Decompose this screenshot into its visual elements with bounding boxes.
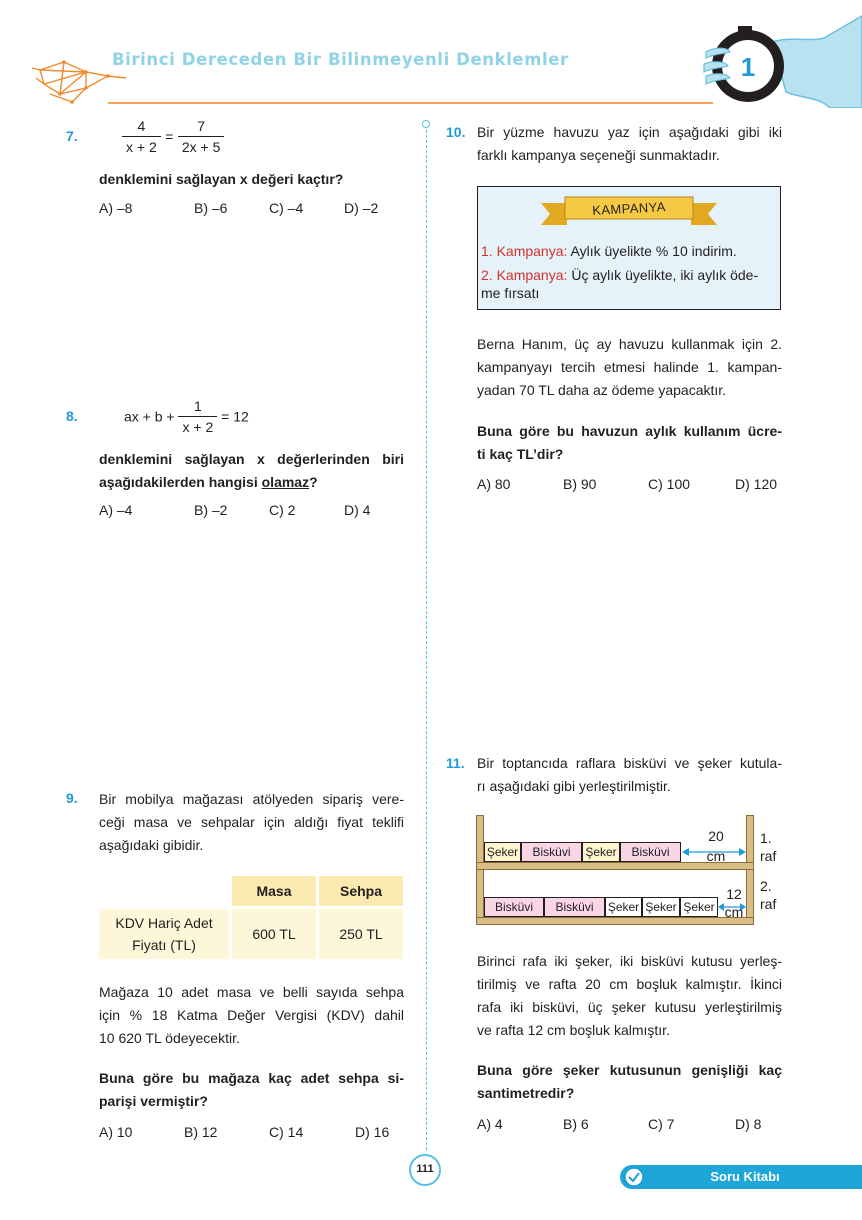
q11-choice-c[interactable]: C) 7	[648, 1116, 675, 1132]
q9-intro-line-2: ceği masa ve sehpalar için aldığı fiyat teklifi	[99, 814, 404, 830]
shelf-1-label-text: raf	[760, 848, 777, 864]
q10-intro-line-2: farklı kampanya seçeneği sunmaktadır.	[477, 147, 720, 163]
shelf-1-label	[760, 829, 776, 865]
q7-right-numerator: 7	[178, 118, 225, 137]
price-table-corner	[99, 876, 229, 906]
price-row-label-line-1: KDV Hariç Adet	[115, 915, 213, 931]
column-divider	[426, 130, 427, 1150]
q9-question-line-2: parişi vermiştir?	[99, 1093, 208, 1109]
campaign-1	[481, 243, 737, 259]
q11-question-line-2: santimetredir?	[477, 1085, 575, 1101]
campaign-2-label: 2. Kampanya:	[481, 267, 568, 283]
campaign-banner-label: KAMPANYA	[591, 199, 667, 218]
shelf-left-post	[476, 815, 484, 925]
price-row-label-line-2: Fiyatı (TL)	[132, 937, 196, 953]
q9-choice-a[interactable]: A) 10	[99, 1124, 133, 1140]
campaign-2	[481, 266, 779, 302]
shelf-1-gap-unit: cm	[706, 848, 726, 864]
q9-body-line-1: Mağaza 10 adet masa ve belli sayıda sehpa	[99, 984, 404, 1000]
campaign-2-text-line-2: me fırsatı	[481, 285, 540, 301]
q7-right-denominator: 2x + 5	[181, 139, 221, 155]
shelf-1-box-seker: Şeker	[484, 842, 521, 862]
price-sehpa-value: 250 TL	[319, 909, 403, 959]
q9-choice-c[interactable]: C) 14	[269, 1124, 304, 1140]
q7-choice-d[interactable]: D) –2	[344, 200, 379, 216]
q8-choice-a[interactable]: A) –4	[99, 502, 133, 518]
question-10-question	[477, 420, 782, 466]
q9-question-line-1: Buna göre bu mağaza kaç adet sehpa si-	[99, 1070, 404, 1086]
question-11-question	[477, 1059, 782, 1105]
book-label: Soru Kitabı	[710, 1169, 780, 1184]
shelf-2-label-number: 2.	[760, 878, 772, 894]
check-circle-icon	[624, 1167, 644, 1187]
campaign-2-text-line-1: Üç aylık üyelikte, iki aylık öde-	[571, 267, 759, 283]
q11-choice-a[interactable]: A) 4	[477, 1116, 503, 1132]
question-10-body	[477, 333, 782, 402]
divider-top-dot	[422, 120, 430, 128]
q10-body-line-2: kampanyayı tercih etmesi halinde 1. kampan-	[477, 359, 782, 375]
q9-intro-line-3: aşağıdaki gibidir.	[99, 837, 204, 853]
q9-choice-b[interactable]: B) 12	[184, 1124, 218, 1140]
q8-text-post: ?	[309, 474, 318, 490]
q8-eq-prefix: ax + b +	[124, 408, 175, 425]
question-9-number: 9.	[66, 790, 78, 806]
question-10-choices	[0, 476, 862, 500]
q11-body-line-2: tirilmiş ve rafta 20 cm boşluk kalmıştır. İkinci	[477, 976, 782, 992]
campaign-1-text: Aylık üyelikte % 10 indirim.	[570, 243, 737, 259]
q10-intro-line-1: Bir yüzme havuzu yaz için aşağıdaki gibi iki	[477, 124, 782, 140]
page-number: 111	[416, 1163, 434, 1175]
question-10-intro	[477, 121, 782, 167]
shelf-2-label	[760, 877, 776, 913]
question-9-intro	[99, 788, 404, 857]
q9-intro-line-1: Bir mobilya mağazası atölyeden sipariş vere-	[99, 791, 404, 807]
q10-choice-c[interactable]: C) 100	[648, 476, 691, 492]
price-table-header-sehpa: Sehpa	[319, 876, 403, 906]
q7-choice-c[interactable]: C) –4	[269, 200, 304, 216]
q9-body-line-2: için % 18 Katma Değer Vergisi (KDV) dahil	[99, 1007, 404, 1023]
q11-intro-line-1: Bir toptancıda raflara bisküvi ve şeker kutula-	[477, 755, 782, 771]
shelf-2-box-seker: Şeker	[605, 897, 642, 917]
q8-text-line-1: denklemini sağlayan x değerlerinden biri	[99, 451, 404, 467]
question-7-text: denklemini sağlayan x değeri kaçtır?	[99, 171, 344, 187]
q11-body-line-1: Birinci rafa iki şeker, iki bisküvi kutusu yerleş-	[477, 953, 782, 969]
q11-intro-line-2: rı aşağıdaki gibi yerleştirilmiştir.	[477, 778, 671, 794]
shelf-1-box-biskuvi: Bisküvi	[620, 842, 681, 862]
shelf-1-label-number: 1.	[760, 830, 772, 846]
question-7-number: 7.	[66, 128, 78, 144]
shelf-2-box-biskuvi: Bisküvi	[484, 897, 544, 917]
question-11-number: 11.	[446, 755, 465, 771]
q9-choice-d[interactable]: D) 16	[355, 1124, 390, 1140]
q8-choice-d[interactable]: D) 4	[344, 502, 371, 518]
shelf-2-label-text: raf	[760, 896, 777, 912]
shelf-2-box-seker: Şeker	[680, 897, 718, 917]
q10-question-line-2: ti kaç TL’dir?	[477, 446, 564, 462]
question-9-question	[99, 1067, 404, 1113]
question-11-body	[477, 950, 782, 1042]
price-masa-value: 600 TL	[232, 909, 316, 959]
q10-body-line-3: yadan 70 TL daha az ödeme yapacaktır.	[477, 382, 727, 398]
shelf-1-box-biskuvi: Bisküvi	[521, 842, 582, 862]
campaign-1-label: 1. Kampanya:	[481, 243, 568, 259]
q11-choice-b[interactable]: B) 6	[563, 1116, 589, 1132]
question-7-equation	[122, 118, 224, 155]
q10-choice-b[interactable]: B) 90	[563, 476, 597, 492]
q8-numerator: 1	[178, 398, 217, 417]
question-8-number: 8.	[66, 408, 78, 424]
q8-text-pre: aşağıdakilerden hangisi	[99, 474, 262, 490]
shelf-2-gap-value: 12	[726, 886, 742, 902]
q7-left-numerator: 4	[122, 118, 161, 137]
question-11-choices	[0, 1116, 862, 1140]
q8-text-emphasis: olamaz	[261, 474, 310, 490]
shelf-1-gap-value: 20	[708, 828, 724, 844]
q9-body-line-3: 10 620 TL ödeyecektir.	[99, 1030, 240, 1046]
shelf-2-board	[476, 917, 754, 925]
question-10-number: 10.	[446, 124, 466, 140]
shelf-1-box-seker: Şeker	[582, 842, 620, 862]
question-11-intro	[477, 752, 782, 798]
q8-choice-b[interactable]: B) –2	[194, 502, 228, 518]
q10-body-line-1: Berna Hanım, üç ay havuzu kullanmak için 2.	[477, 336, 782, 352]
q11-body-line-4: ve rafta 12 cm boşluk kalmıştır.	[477, 1022, 670, 1038]
question-7-choices	[0, 200, 420, 224]
q8-denominator: x + 2	[182, 419, 214, 435]
price-table-header-masa: Masa	[232, 876, 316, 906]
shelf-2-box-biskuvi: Bisküvi	[544, 897, 605, 917]
section-number: 1	[740, 52, 756, 82]
q8-eq-suffix: = 12	[221, 408, 249, 425]
price-table	[96, 873, 406, 962]
q10-choice-a[interactable]: A) 80	[477, 476, 511, 492]
q8-choice-c[interactable]: C) 2	[269, 502, 296, 518]
shelf-2-box-seker: Şeker	[642, 897, 680, 917]
q11-body-line-3: rafa iki bisküvi, üç şeker kutusu yerleştirilmiş	[477, 999, 782, 1015]
q11-choice-d[interactable]: D) 8	[735, 1116, 762, 1132]
header-rule	[108, 102, 713, 104]
price-table-row-label	[99, 909, 229, 959]
q7-left-denominator: x + 2	[126, 139, 157, 155]
q7-choice-b[interactable]: B) –6	[194, 200, 228, 216]
question-8-equation	[124, 398, 249, 435]
q7-equals: =	[165, 128, 174, 145]
q10-question-line-1: Buna göre bu havuzun aylık kullanım ücre-	[477, 423, 782, 439]
shelf-2-gap-unit: cm	[724, 904, 744, 920]
q11-question-line-1: Buna göre şeker kutusunun genişliği kaç	[477, 1062, 782, 1078]
hand-stopwatch-icon	[700, 12, 862, 108]
question-9-body	[99, 981, 404, 1050]
question-8-choices	[0, 502, 420, 526]
q10-choice-d[interactable]: D) 120	[735, 476, 778, 492]
chapter-title: Birinci Dereceden Bir Bilinmeyenli Denklemler	[112, 50, 569, 69]
q7-choice-a[interactable]: A) –8	[99, 200, 133, 216]
